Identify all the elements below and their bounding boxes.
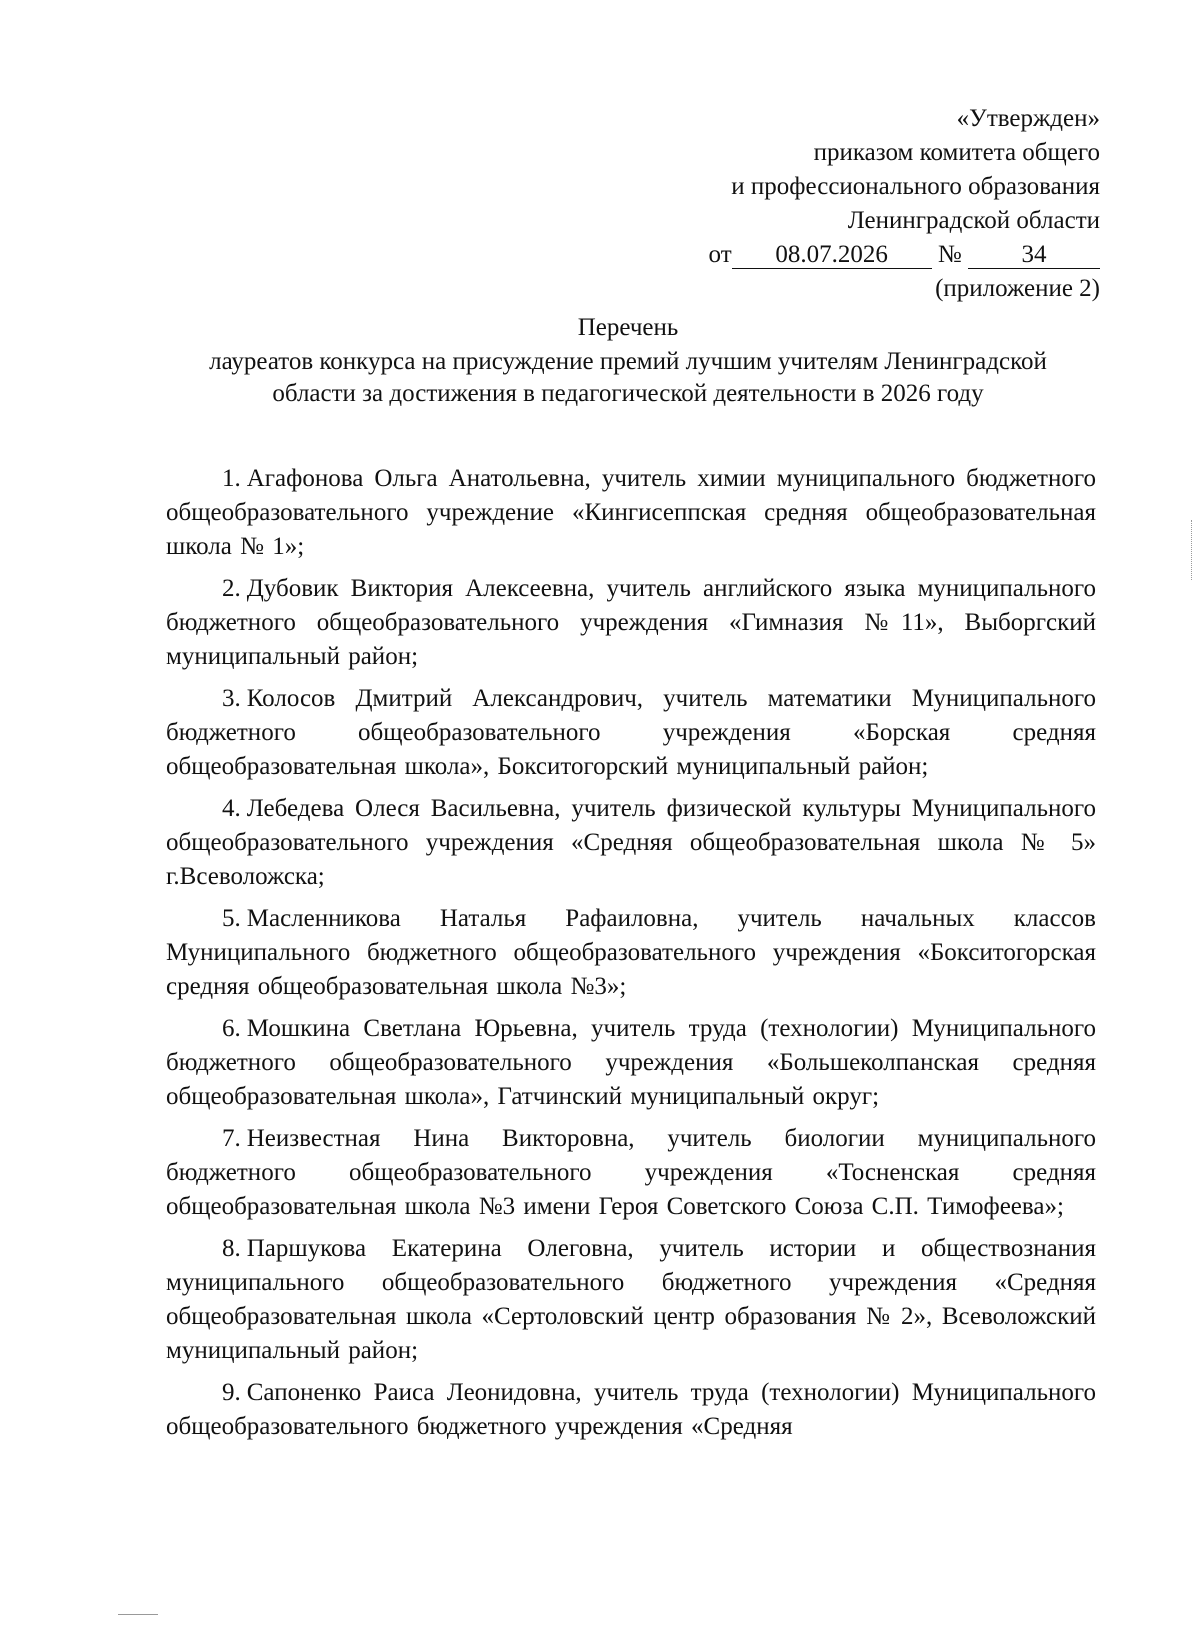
item-number: 8. bbox=[222, 1235, 241, 1262]
list-item bbox=[166, 572, 1096, 674]
document-subtitle-line-1: лауреатов конкурса на присуждение премий лучшим учителям Ленинградской bbox=[209, 348, 1047, 375]
item-number: 1. bbox=[222, 465, 241, 492]
item-text: Паршукова Екатерина Олеговна, учитель истории и обществознания муниципального общеобразовательного бюджетного учреждения «Средняя общеобразовательная школа «Сертоловский центр образования № 2», Всеволожский муниципальный район; bbox=[166, 1235, 1096, 1364]
list-item bbox=[166, 1012, 1096, 1114]
document-subtitle-line-2: области за достижения в педагогической деятельности в 2026 году bbox=[272, 380, 984, 407]
approval-block bbox=[709, 102, 1100, 306]
approval-title: «Утвержден» bbox=[956, 105, 1100, 132]
item-number: 9. bbox=[222, 1379, 241, 1406]
scan-footer-mark bbox=[118, 1614, 158, 1618]
list-item bbox=[166, 682, 1096, 784]
item-text: Дубовик Виктория Алексеевна, учитель английского языка муниципального бюджетного общеобразовательного учреждения «Гимназия №11», Выборгский муниципальный район; bbox=[166, 575, 1096, 670]
item-text: Мошкина Светлана Юрьевна, учитель труда (технологии) Муниципального бюджетного общеобразовательного учреждения «Большеколпанская средняя общеобразовательная школа», Гатчинский муниципальный округ; bbox=[166, 1015, 1096, 1110]
appendix-label: (приложение 2) bbox=[935, 275, 1100, 302]
laureate-list bbox=[166, 462, 1096, 1452]
item-number: 7. bbox=[222, 1125, 241, 1152]
item-text: Сапоненко Раиса Леонидовна, учитель труда (технологии) Муниципального общеобразовательного бюджетного учреждения «Средняя bbox=[166, 1379, 1096, 1440]
item-number: 3. bbox=[222, 685, 241, 712]
item-number: 4. bbox=[222, 795, 241, 822]
item-text: Неизвестная Нина Викторовна, учитель биологии муниципального бюджетного общеобразовательного учреждения «Тосненская средняя общеобразовательная школа №3 имени Героя Советского Союза С.П. Тимофеева»; bbox=[166, 1125, 1096, 1220]
item-text: Колосов Дмитрий Александрович, учитель математики Муниципального бюджетного общеобразовательного учреждения «Борская средняя общеобразовательная школа», Бокситогорский муниципальный район; bbox=[166, 685, 1096, 780]
approval-order-line: приказом комитета общего bbox=[813, 139, 1100, 166]
document-heading bbox=[163, 312, 1093, 410]
list-item bbox=[166, 1376, 1096, 1444]
order-number: 34 bbox=[968, 242, 1100, 269]
document-title: Перечень bbox=[577, 314, 679, 341]
list-item bbox=[166, 902, 1096, 1004]
item-number: 6. bbox=[222, 1015, 241, 1042]
item-text: Агафонова Ольга Анатольевна, учитель химии муниципального бюджетного общеобразовательного учреждение «Кингисеппская средняя общеобразовательная школа № 1»; bbox=[166, 465, 1096, 560]
item-text: Лебедева Олеся Васильевна, учитель физической культуры Муниципального общеобразовательного учреждения «Средняя общеобразовательная школа № 5» г.Всеволожска; bbox=[166, 795, 1096, 890]
item-number: 2. bbox=[222, 575, 241, 602]
item-text: Масленникова Наталья Рафаиловна, учитель начальных классов Муниципального бюджетного общеобразовательного учреждения «Бокситогорская средняя общеобразовательная школа №3»; bbox=[166, 905, 1096, 1000]
scan-margin-mark bbox=[1191, 520, 1194, 580]
item-number: 5. bbox=[222, 905, 241, 932]
list-item bbox=[166, 462, 1096, 564]
from-label: от bbox=[708, 241, 732, 268]
number-label: № bbox=[937, 241, 962, 268]
list-item bbox=[166, 1232, 1096, 1368]
approval-region-line: Ленинградской области bbox=[847, 207, 1100, 234]
list-item bbox=[166, 1122, 1096, 1224]
approval-committee-line: и профессионального образования bbox=[731, 173, 1100, 200]
list-item bbox=[166, 792, 1096, 894]
order-reference bbox=[709, 238, 1100, 272]
order-date: 08.07.2026 bbox=[732, 242, 932, 269]
